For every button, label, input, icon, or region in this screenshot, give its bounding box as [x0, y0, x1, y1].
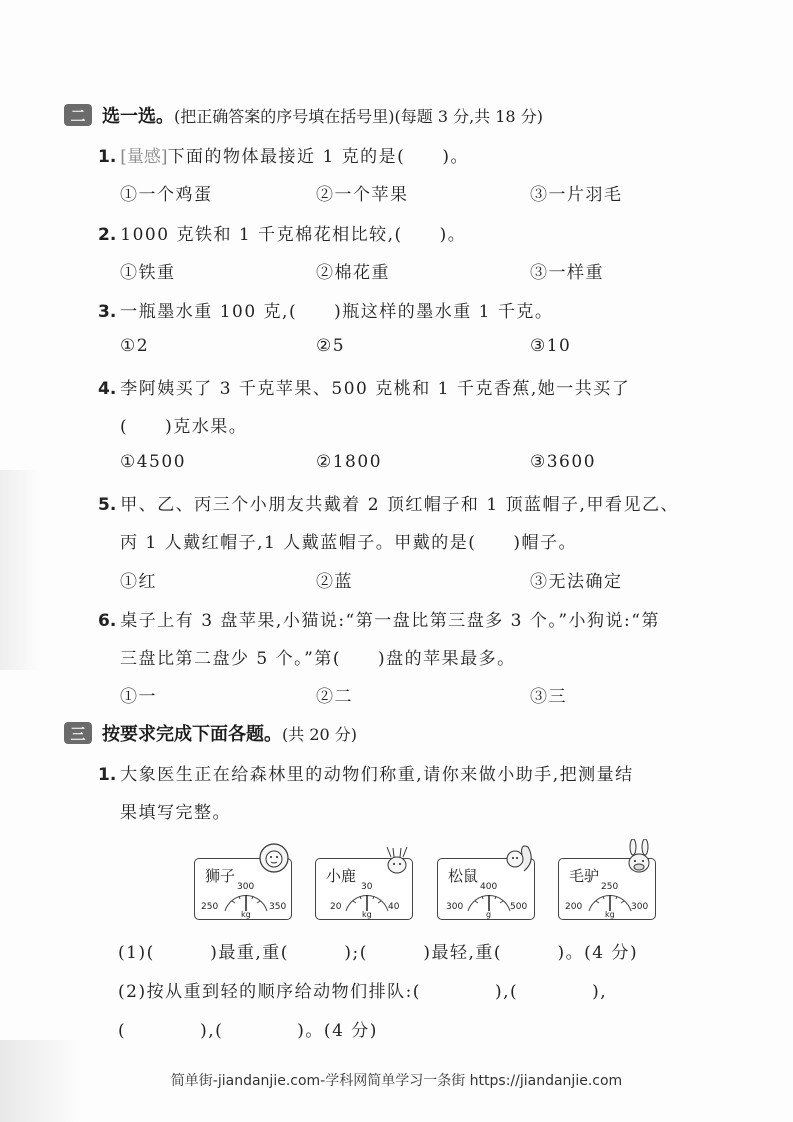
question-3: 3. 一瓶墨水重 100 克,( )瓶这样的墨水重 1 千克。: [98, 302, 554, 322]
section3-question-1-cont: 果填写完整。: [120, 803, 231, 823]
question-tag: [量感]: [120, 147, 168, 167]
question-1: 1. [量感]下面的物体最接近 1 克的是( )。: [98, 147, 469, 167]
option: ③三: [530, 687, 567, 707]
question-2: 2. 1000 克铁和 1 千克棉花相比较,( )。: [98, 225, 467, 245]
option: ②1800: [316, 452, 383, 472]
option: ①4500: [120, 452, 187, 472]
option: ①一个鸡蛋: [120, 185, 213, 205]
lion-icon: [257, 841, 291, 875]
section2-note: (把正确答案的序号填在括号里)(每题 3 分,共 18 分): [174, 106, 543, 126]
option: ①一: [120, 687, 157, 707]
option: ①红: [120, 572, 157, 592]
footer-watermark: 简单街-jiandanjie.com-学科网简单学习一条街 https://jiandanjie.com: [170, 1073, 623, 1089]
sub-question-2-cont: ( ),( )。(4 分): [118, 1021, 378, 1041]
question-5-cont: 丙 1 人戴红帽子,1 人戴蓝帽子。甲戴的是( )帽子。: [120, 533, 578, 553]
option: ②5: [316, 336, 346, 356]
donkey-icon: [623, 839, 655, 875]
option: ③一样重: [530, 263, 604, 283]
sub-question-1: (1)( )最重,重( );( )最轻,重( )。(4 分): [118, 943, 639, 963]
section3-question-1: 1. 大象医生正在给森林里的动物们称重,请你来做小助手,把测量结: [98, 765, 634, 785]
section3-badge: 三: [64, 722, 92, 744]
option: ②一个苹果: [316, 185, 409, 205]
section2-badge: 二: [64, 104, 92, 126]
section3-title: 按要求完成下面各题。: [102, 724, 282, 745]
scale-card-lion: 狮子 300 250 350 kg: [194, 858, 292, 920]
section3-header: [64, 720, 357, 746]
option: ③10: [530, 336, 572, 356]
option: ②二: [316, 687, 353, 707]
scale-card-squirrel: 松鼠 400 300 500 g: [437, 858, 535, 920]
option: ①铁重: [120, 263, 176, 283]
option: ②蓝: [316, 572, 353, 592]
option: ②棉花重: [316, 263, 390, 283]
question-4-cont: ( )克水果。: [120, 417, 248, 437]
scan-shadow: [0, 470, 40, 670]
scale-card-deer: 小鹿 30 20 40 kg: [315, 858, 413, 920]
section3-note: (共 20 分): [282, 724, 358, 744]
section2-header: [64, 102, 543, 128]
option: ③一片羽毛: [530, 185, 623, 205]
sub-question-2: (2)按从重到轻的顺序给动物们排队:( ),( ),: [118, 982, 608, 1002]
section2-title: 选一选。: [102, 106, 174, 127]
question-4: 4. 李阿姨买了 3 千克苹果、500 克桃和 1 千克香蕉,她一共买了: [98, 379, 631, 399]
squirrel-icon: [502, 841, 536, 875]
option: ③3600: [530, 452, 597, 472]
option: ③无法确定: [530, 572, 623, 592]
question-6: 6. 桌子上有 3 盘苹果,小猫说:“第一盘比第三盘多 3 个。”小狗说:“第: [98, 611, 660, 631]
scale-card-donkey: 毛驴 250 200 300 kg: [558, 858, 656, 920]
question-5: 5. 甲、乙、丙三个小朋友共戴着 2 顶红帽子和 1 顶蓝帽子,甲看见乙、: [98, 495, 679, 515]
question-6-cont: 三盘比第二盘少 5 个。”第( )盘的苹果最多。: [120, 649, 516, 669]
option: ①2: [120, 336, 150, 356]
deer-icon: [382, 843, 412, 877]
